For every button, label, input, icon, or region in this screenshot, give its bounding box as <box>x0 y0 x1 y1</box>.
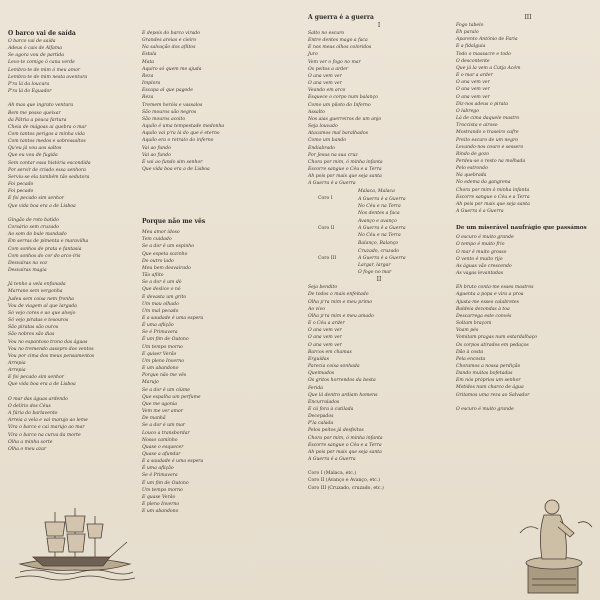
lyric-line: Quase a afundar <box>142 451 181 457</box>
lyric-line: O escuro é muito grande <box>456 406 514 412</box>
chorus-label: Coro II <box>318 226 335 232</box>
lyric-line: Vem me ver amor <box>142 409 183 415</box>
lyric-line: Esquece o corpo num balanço <box>308 95 378 101</box>
lyric-line: O mar das águas ardendo <box>8 396 68 402</box>
column-4 <box>456 14 600 413</box>
lyric-line: As águas vão crescendo <box>456 263 512 269</box>
lyric-line: Adeus ó cais de Alfama <box>8 46 63 52</box>
lyric-line: Decepados <box>308 414 334 420</box>
lyric-line: São mouros acoito <box>142 116 186 122</box>
lyric-line: Um tempo morno <box>142 487 183 493</box>
lyric-line: Com tantos perigos a minha vida <box>8 132 85 138</box>
lyric-line: Que lá dentro ardiam homens <box>308 392 378 398</box>
lyric-line: Quase o esquecer <box>142 444 184 450</box>
lyric-line: Mostrando o traseiro cafre <box>456 130 519 136</box>
column-2 <box>142 30 292 515</box>
lyric-line: Levo-te comigo ó cana verde <box>8 60 75 66</box>
song-title: Porque não me vês <box>142 218 206 226</box>
lyric-line: E vai ao fundo sim senhor <box>142 159 203 165</box>
lyric-line: Os corpos atirados em pedaços <box>456 342 529 348</box>
chorus-lines <box>358 248 406 277</box>
lyric-line: O ana vem ver <box>308 335 342 341</box>
lyric-line: Que já la vem a Cutja Acém <box>456 65 521 71</box>
lyric-line: Aquiro só quem me ajuda <box>142 66 202 72</box>
lyric-line: Escorre sangue o Céu e a Terra <box>456 194 530 200</box>
column-3 <box>308 14 450 492</box>
lyric-line: Que vida boa era a de Lisboa <box>8 203 76 209</box>
lyric-line: Arreia a vela e vai marujo ao leme <box>8 418 88 424</box>
lyric-line: Que espeta sozinho <box>142 251 188 257</box>
part-number: II <box>376 276 382 284</box>
lyric-line: E o Céu a arder <box>308 321 345 327</box>
lyric-line: Aquilo vai p'ra lá do que é eterno <box>142 131 220 137</box>
lyric-line: Em nós próprios um senhor <box>456 378 521 384</box>
lyric-line: E cá fora à cutilada <box>308 406 354 412</box>
lyric-line: O ana vem ver <box>456 87 490 93</box>
lyric-line: O barco vai de saída <box>8 39 56 44</box>
lyric-line: A Guerra é a Guerra <box>358 196 406 202</box>
lyric-line: Metidos num charco de água <box>456 385 524 391</box>
lyric-line: E devasta um grito <box>142 294 187 300</box>
lyric-line: É uma aflição <box>142 323 174 329</box>
lyric-line: O labrego <box>456 108 479 114</box>
song-title: A guerra é a guerra <box>308 14 374 21</box>
lyric-line: E pleno Inverno <box>142 502 180 508</box>
lyric-line: Choramos a nossa perdição <box>456 364 521 370</box>
lyric-line: Vou por cima dos meus pensamentos <box>8 353 95 359</box>
lyric-line: E o mar a arder <box>456 73 493 79</box>
lyric-line: De manhã <box>142 416 166 422</box>
stanza-break <box>456 399 600 406</box>
lyric-line: O escuro é muito grande <box>456 235 514 241</box>
lyric-line: E foi pecado sim senhor <box>8 196 64 202</box>
lyric-line: Gingão de roto batido <box>8 217 59 223</box>
lyric-line: São mouros são negros <box>142 109 197 115</box>
lyric-line: Que deslice o nó <box>142 287 181 293</box>
lyric-line: Ah pois por mais que seja santa <box>456 201 530 207</box>
lyric-line: O ana vem ver <box>308 328 342 334</box>
part-number: I <box>377 22 381 29</box>
lyric-line: O ana vem ver <box>308 342 342 348</box>
lyric-line: Lá de cima daquele mastro <box>456 116 520 122</box>
lyric-line: P'ra lá da loucura <box>8 81 50 87</box>
coda-line: Coro III (Cruzado, cruzado, etc.) <box>308 485 384 491</box>
lyric-line: Olha o meu azar <box>8 446 47 452</box>
lyric-line: Tão aflito <box>142 273 164 279</box>
lyric-line: Vou no tremendo assopro dos ventos <box>8 346 94 352</box>
lyric-line: Lembra-te de mim nesta aventura <box>8 74 88 80</box>
lyric-line: Em serras de pimenta e maravilha <box>8 239 89 245</box>
lyric-line: Por Jesus na sua cruz <box>308 152 358 158</box>
lyric-line: Juro <box>308 52 318 58</box>
lyric-line: Desvairas na voz <box>8 260 48 266</box>
lyric-line: Grandes areias e cieiro <box>142 38 197 44</box>
lyric-line: No Céu e na Terra <box>358 203 401 209</box>
lyric-line: Vem ver o fogo no mar <box>308 59 361 65</box>
lyric-line: E quiser Verão <box>142 351 177 357</box>
chorus <box>318 188 450 217</box>
lyrics-block <box>142 30 292 173</box>
lyric-line: Rindo de gozo <box>456 151 490 157</box>
lyric-line: Cruzado, cruzado <box>358 248 400 254</box>
stanza-break <box>8 389 150 396</box>
lyric-line: Louco a transbordar <box>142 430 190 436</box>
lyric-line: Já tenho a vela enfunada <box>8 282 66 288</box>
lyric-line: O mar é muito grosso <box>456 249 507 255</box>
chorus <box>318 218 450 247</box>
lyric-line: Se a dor é um ciúme <box>142 387 190 393</box>
lyric-line: Dão à costa <box>456 349 484 355</box>
lyric-line: O ana vem ver <box>308 73 342 79</box>
lyric-line: Vomitam pragas num estardalhaço <box>456 335 538 341</box>
lyric-line: A Guerra é a Guerra <box>358 255 406 261</box>
lyrics-block <box>142 229 292 515</box>
lyric-line: Um mau olhado <box>142 301 179 307</box>
lyric-line: Com sonhos do cor do arco-íris <box>8 253 81 259</box>
lyric-line: Como um bando <box>308 138 346 144</box>
lyric-line: Troccista e airoso <box>456 123 498 129</box>
lyric-line: Com tantos medos e sobressaltos <box>8 139 86 145</box>
lyric-line: Mata <box>142 59 155 65</box>
lyric-line: Chora por mim, ó minha infanta <box>308 435 383 441</box>
song-title: De um miserável naufrágio que passámos <box>456 225 587 232</box>
lyric-line: Entre dentes mago a faca <box>308 38 368 44</box>
lyric-line: E a saudade é uma espera <box>142 316 204 321</box>
lyric-line: Que vida boa era a de Lisboa <box>142 166 210 172</box>
lyric-line: Escorre sangue o Céu e a Terra <box>308 442 382 448</box>
coda-line: Coro I (Malaca, etc.) <box>308 471 357 477</box>
chorus-group <box>318 188 450 276</box>
lyric-line: A Guerra é a Guerra <box>308 457 356 463</box>
lyric-line: Reza <box>142 95 154 101</box>
chorus-lines <box>358 218 406 247</box>
lyric-line: Reza <box>142 73 154 79</box>
chorus-lines <box>358 188 406 217</box>
lyric-line: Descarrega este convés <box>456 313 512 319</box>
lyric-line: Ah pois por mais que seja santa <box>308 174 382 180</box>
lyric-line: Baldeia dezondas à toa <box>456 306 510 312</box>
lyric-line: Vou de viagem al que largada <box>8 303 77 309</box>
lyric-line: E depois do barco virado <box>142 31 201 36</box>
lyric-line: Aguenta a popa e vira a proa <box>456 292 524 298</box>
lyric-line: Foi pecado <box>8 189 34 195</box>
lyric-line: O ana vem ver <box>456 80 490 86</box>
lyric-line: A Guerra é a Guerra <box>456 209 504 215</box>
part-number: III <box>524 14 532 21</box>
lyric-line: Um pleno Inverno <box>142 358 185 364</box>
lyric-line: Assalto <box>308 109 325 115</box>
lyric-line: Implora <box>142 81 161 87</box>
lyric-line: É um fim de Outono <box>142 337 189 343</box>
lyric-line: Arrepia <box>8 368 26 374</box>
chorus-label: Coro I <box>318 196 333 202</box>
lyric-line: Se a dor é um espinho <box>142 244 195 250</box>
lyric-line: Ah pois por mais que seja santa <box>308 449 382 455</box>
lyric-line: P'la calada <box>308 421 334 427</box>
lyric-line: Pelos peitos já desfeitos <box>308 428 364 434</box>
lyric-line: Se a dor é um dó <box>142 280 182 286</box>
chorus <box>318 248 450 277</box>
lyric-line: Todo o massacre e todo <box>456 51 511 57</box>
lyric-line: Ao vivo <box>308 306 325 312</box>
lyric-line: E a saudade é uma espera <box>142 459 204 465</box>
lyric-line: No Céu e na Terra <box>358 233 401 239</box>
lyric-line: Um mal pecado <box>142 308 179 314</box>
lyric-line: Judeu sem coisa nem fronha <box>8 296 74 302</box>
lyric-line: Aquilo era o retrato do inferno <box>142 138 214 144</box>
lyric-line: Um tempo morno <box>142 344 183 350</box>
lyric-line: Escapa al que pagode <box>142 88 193 94</box>
ship-engraving <box>15 502 135 582</box>
lyric-line: Vira o barco na curva da morte <box>8 432 81 438</box>
lyric-line: Cheia de mágoas ai quebra o mar <box>8 124 87 130</box>
figure-engraving <box>508 493 600 600</box>
lyric-line: Marrano sem vergonha <box>8 289 63 295</box>
lyric-line: E foi pecado sim senhor <box>8 375 64 381</box>
lyric-line: O delírio dos Céus <box>8 403 51 409</box>
lyric-line: É uma aflição <box>142 466 174 472</box>
lyric-line: Na quebrada <box>456 173 487 179</box>
song-title: O barco vai de saída <box>8 30 76 37</box>
lyric-line: Fogo tabelo <box>456 23 484 28</box>
lyric-line: Gritamos uma reza ao Salvador <box>456 392 530 398</box>
lyric-line: São nobres são dias <box>8 332 55 338</box>
lyric-line: Corsário sem cruzado <box>8 225 59 231</box>
column-1 <box>8 30 150 453</box>
lyric-line: O vento é muito rijo <box>456 256 503 262</box>
lyric-line: Pelo estrondo <box>456 166 488 172</box>
lyric-line: Se é Primavera <box>142 473 178 479</box>
lyric-line: Salto no escuro <box>308 31 345 36</box>
lyrics-block <box>456 234 600 413</box>
lyric-line: Estala <box>142 52 157 58</box>
coda-line: Coro II (Avanço e Avanço, etc.) <box>308 478 381 484</box>
lyric-line: Lembra-te de mim ó meu amor <box>8 67 81 73</box>
lyric-line: Chora por mim ó minha infanta <box>456 187 530 193</box>
lyric-line: Porque não me vês <box>142 373 187 379</box>
lyric-line: E a fidalguia <box>456 44 486 50</box>
lyric-line: Veando em arco <box>308 88 346 94</box>
lyric-line: Encurralados <box>308 399 340 405</box>
lyric-line: O ana vem ver <box>308 81 342 87</box>
lyric-line: Chora por mim, ó minha infanta <box>308 159 383 165</box>
lyric-line: Só vejo cores e ao que alvejo <box>8 310 76 316</box>
lyric-line: Atacamos mal baralhados <box>308 131 368 137</box>
lyric-line: O ana vem ver <box>456 94 490 100</box>
lyric-line: Perdeu-se o resto na molhada <box>456 158 526 164</box>
lyric-line: O descontente <box>456 58 490 64</box>
lyric-line: Bem me posso queixar <box>8 110 61 116</box>
lyric-line: Aquilo é uma tempestade medonha <box>142 124 225 130</box>
lyric-line: A fúria do barlavento <box>8 411 58 417</box>
lyric-line: Olha p'ra mim e meu primo <box>308 299 373 305</box>
lyric-line: As vagas levantadas <box>456 271 504 276</box>
lyric-line: Vira o barco e cai marujo ao mar <box>8 425 85 431</box>
lyric-line: Levando-nos couro e sessero <box>456 144 524 150</box>
lyric-line: Marujo <box>142 380 159 386</box>
lyrics-block <box>308 470 450 491</box>
lyric-line: Queimados <box>308 371 335 377</box>
lyric-line: Nos dentes a faca <box>358 210 400 216</box>
lyric-line: No edema da gangrena <box>456 180 511 186</box>
lyric-line: De todos o mais enfeitado <box>308 292 369 298</box>
lyric-line: Endiabrado <box>308 145 336 151</box>
stanza-break <box>456 277 600 284</box>
lyric-line: E quase Verão <box>142 494 176 500</box>
lyric-line: Eh paralo <box>456 30 479 36</box>
lyric-line: Malaca, Malaca <box>358 189 395 195</box>
lyric-line: P'ra lá do Equador <box>8 89 52 95</box>
lyric-line: Arrepia <box>8 360 26 366</box>
lyrics-block <box>8 38 150 453</box>
lyric-line: Ajusta-me esses calabretes <box>456 299 519 305</box>
lyric-line: Vou no espantoso trono das águas <box>8 339 88 345</box>
lyric-line: Avanço e avanço <box>358 219 397 225</box>
lyric-line: Aparento António de Faria <box>456 37 518 43</box>
lyric-line: O fogo no mar <box>358 270 392 276</box>
lyric-line: Largar, largar <box>358 263 391 268</box>
lyric-line: Balanço, Balanço <box>358 240 399 246</box>
lyric-line: Com sonhos de prata e fantasia <box>8 246 82 252</box>
lyric-line: Dando muitas bofetadas <box>456 371 513 377</box>
lyric-line: Meu amor idoso <box>142 230 180 236</box>
lyric-line: E um abandono <box>142 509 179 515</box>
lyric-line: Por servir de criado essa senhora <box>8 167 86 173</box>
lyric-line: Pela encosta <box>456 356 486 362</box>
lyric-line: Olha a minha sorte <box>8 439 53 445</box>
lyric-line: Sem contar essa história escondida <box>8 160 91 166</box>
lyric-line: Se a dor é um mar <box>142 423 186 429</box>
lyric-line: E nos meus olhos coloridos <box>308 45 372 51</box>
lyric-line: Na salvação dos aflitos <box>142 45 196 51</box>
lyric-line: Do outro lado <box>142 258 174 264</box>
lyric-line: Que vida boa era a de Lisboa <box>8 382 76 388</box>
lyric-line: Tremem heróis e vassalos <box>142 102 203 108</box>
lyric-line: Que eu vou de fugida <box>8 153 58 159</box>
lyric-line: Tem cuidado <box>142 237 172 243</box>
lyric-line: Se agora vou de partida <box>8 53 64 59</box>
lyric-line: A Guerra é a Guerra <box>358 226 406 232</box>
lyric-line: Os peitos a arder <box>308 66 349 72</box>
lyric-line: Soltam braçom <box>456 321 492 327</box>
lyric-line: Preito escuro de um negro <box>456 137 519 143</box>
lyric-line: Que me agonia <box>142 401 178 407</box>
stanza-break <box>8 95 150 102</box>
lyric-line: Qu'eu já vou aos saltos <box>8 146 62 152</box>
lyric-line: Voam pés <box>456 328 479 334</box>
lyric-line: É um fim de Outono <box>142 480 189 486</box>
lyric-line: São piratas são ouros <box>8 325 59 331</box>
lyric-line: Escorre sangue o Céu e a Terra <box>308 166 382 172</box>
lyric-line: Barcos em chamas <box>308 349 352 355</box>
stanza-break <box>8 210 150 217</box>
lyric-line: Seja louvado <box>308 124 338 130</box>
lyric-line: Ao som do bule mandado <box>8 232 67 238</box>
lyric-line: Parecia coisa sonhada <box>308 364 360 370</box>
lyrics-block <box>308 30 450 187</box>
lyric-line: Serviu-se ela também tão sedutora <box>8 174 90 180</box>
lyric-line: Erguidas <box>308 356 329 362</box>
lyric-line: E um abandono <box>142 366 179 372</box>
lyric-line: Olha p'ra mim e meu amado <box>308 313 374 319</box>
lyrics-block <box>308 284 450 463</box>
lyric-line: Diz-nos adeus o pirata <box>456 101 508 107</box>
lyric-line: Meu bem desvairado <box>142 265 191 271</box>
lyric-line: Vai ao fundo <box>142 152 171 158</box>
lyric-line: Só vejo piratas e tesouros <box>8 318 69 324</box>
lyric-line: Nosso caminho <box>142 437 178 443</box>
lyric-line: Ah mas que ingrato ventura <box>8 103 74 109</box>
lyric-line: Nos aias guerreiros de um anjo <box>308 116 382 122</box>
lyric-line: Os gritos horrendos da besta <box>308 378 376 384</box>
lyric-line: O tempo é muito frio <box>456 242 505 248</box>
chorus-label: Coro III <box>318 255 337 261</box>
lyric-line: Seja bendito <box>308 285 338 291</box>
lyrics-block <box>456 22 600 215</box>
lyric-line: A Guerra é a Guerra <box>308 181 356 187</box>
lyric-line: Ferida <box>308 385 323 391</box>
lyric-line: Como um piloto do Inferno <box>308 102 371 108</box>
lyric-line: da Pátria a pouca fartura <box>8 117 67 123</box>
lyric-line: Foi pecado <box>8 182 34 188</box>
stanza-break <box>8 274 150 281</box>
lyric-line: Eh bruto conta-me esses mastros <box>456 285 534 291</box>
lyric-line: Vai ao fundo <box>142 145 171 151</box>
lyric-line: Que espalha um perfume <box>142 394 201 400</box>
lyric-line: Se é Primavera <box>142 330 178 336</box>
lyric-line: Desvairas magia <box>8 267 47 273</box>
